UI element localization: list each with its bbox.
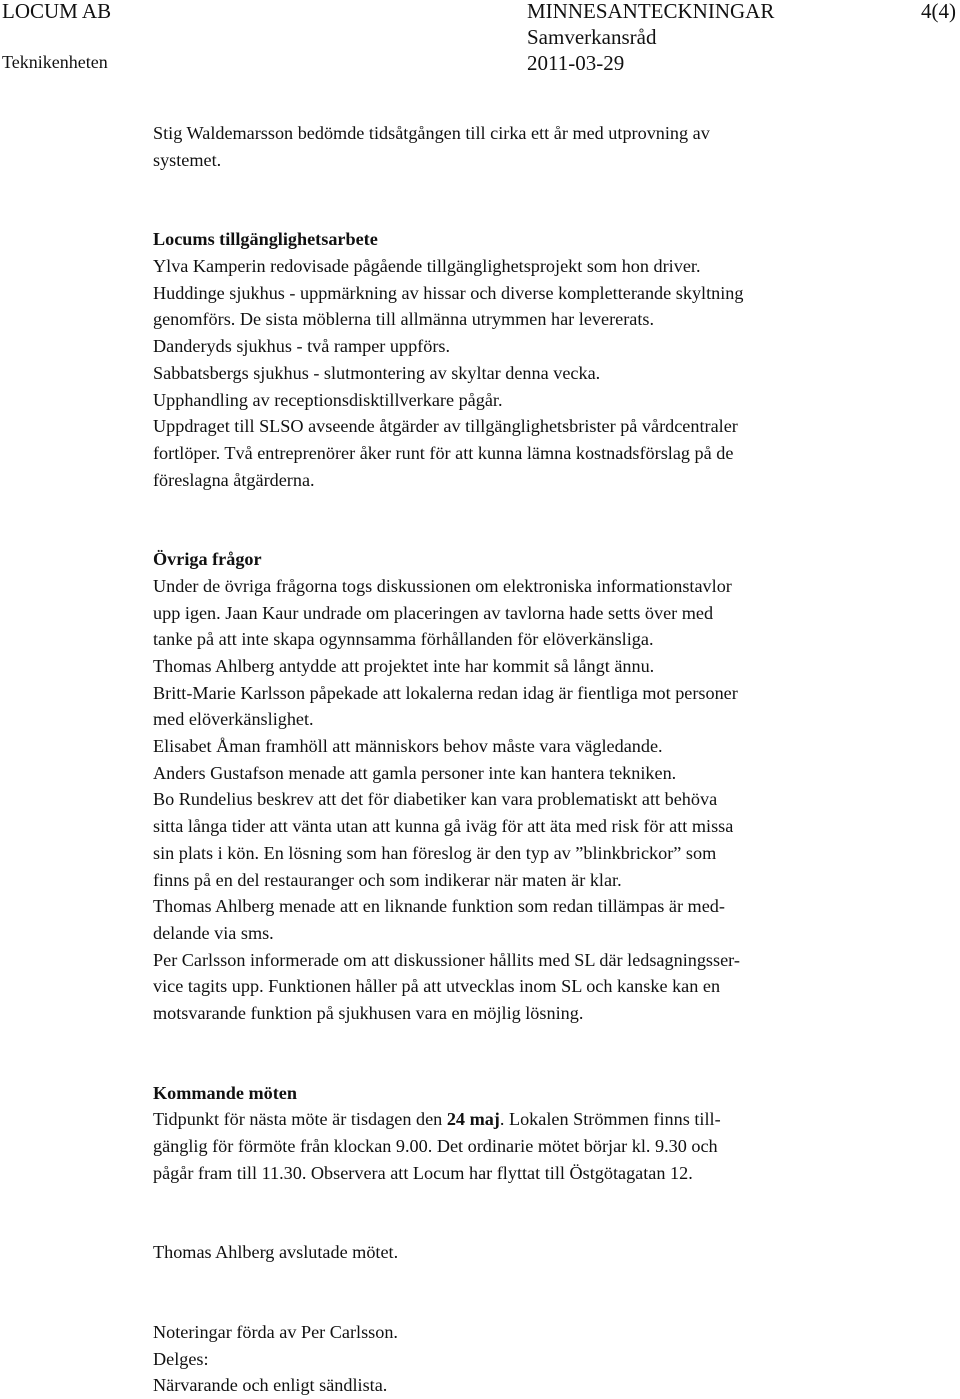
accessibility-section — [153, 226, 913, 493]
paragraph-line: med elöverkänslighet. — [153, 709, 314, 730]
paragraph-line: Sabbatsbergs sjukhus - slutmontering av skyltar denna vecka. — [153, 362, 601, 383]
paragraph-line: genomförs. De sista möblerna till allmänna utrymmen har levererats. — [153, 309, 655, 330]
paragraph-line: Britt-Marie Karlsson påpekade att lokalerna redan idag är fientliga mot personer — [153, 682, 738, 703]
intro-line: systemet. — [153, 149, 222, 170]
upcoming-meetings-section — [153, 1080, 913, 1187]
council-name: Samverkansråd — [527, 25, 657, 49]
paragraph-line: Per Carlsson informerade om att diskussioner hållits med SL där ledsagningsser- — [153, 949, 740, 970]
paragraph-line: sin plats i kön. En lösning som han föreslog är den typ av ”blinkbrickor” som — [153, 842, 717, 863]
document-footer — [153, 1319, 913, 1399]
paragraph-line: vice tagits upp. Funktionen håller på att utvecklas inom SL och kanske kan en — [153, 976, 721, 997]
paragraph-line — [153, 1106, 913, 1133]
paragraph-line: Thomas Ahlberg antydde att projektet inte har kommit så långt ännu. — [153, 656, 655, 676]
paragraph-line: gänglig för förmöte från klockan 9.00. Det ordinarie mötet börjar kl. 9.30 och — [153, 1136, 718, 1156]
paragraph-line: upp igen. Jaan Kaur undrade om placeringen av tavlorna hade setts över med — [153, 602, 714, 623]
accessibility-heading: Locums tillgänglighetsarbete — [153, 229, 378, 250]
organization-name: LOCUM AB — [2, 0, 112, 23]
paragraph-line: föreslagna åtgärderna. — [153, 469, 315, 490]
document-body — [153, 120, 913, 1399]
paragraph-line: Anders Gustafson menade att gamla personer inte kan hantera tekniken. — [153, 762, 677, 783]
department-name: Teknikenheten — [2, 52, 108, 72]
paragraph-line: Thomas Ahlberg menade att en liknande funktion som redan tillämpas är med- — [153, 896, 725, 917]
page-number: 4(4) — [921, 0, 956, 23]
distribution-label: Delges: — [153, 1348, 209, 1369]
paragraph-line: sitta långa tider att vänta utan att kunna gå iväg för att äta med risk för att missa — [153, 816, 734, 837]
distribution-list: Närvarande och enligt sändlista. — [153, 1375, 388, 1396]
paragraph-line: Elisabet Åman framhöll att människors behov måste vara vägledande. — [153, 736, 663, 757]
meeting-text: . Lokalen Strömmen finns till- — [499, 1109, 721, 1130]
paragraph-line: Uppdraget till SLSO avseende åtgärder av tillgänglighetsbrister på vårdcentraler — [153, 416, 738, 437]
notes-by: Noteringar förda av Per Carlsson. — [153, 1322, 398, 1343]
paragraph-line: fortlöper. Två entreprenörer åker runt för att kunna lämna kostnadsförslag på de — [153, 442, 734, 463]
paragraph-line: Danderyds sjukhus - två ramper uppförs. — [153, 336, 450, 357]
other-questions-heading: Övriga frågor — [153, 549, 262, 570]
paragraph-line: Ylva Kamperin redovisade pågående tillgänglighetsprojekt som hon driver. — [153, 256, 701, 277]
paragraph-line: delande via sms. — [153, 922, 274, 943]
intro-line: Stig Waldemarsson bedömde tidsåtgången till cirka ett år med utprovning av — [153, 123, 710, 143]
paragraph-line: Upphandling av receptionsdisktillverkare pågår. — [153, 389, 503, 410]
other-questions-section — [153, 546, 913, 1026]
paragraph-line: motsvarande funktion på sjukhusen vara en möjlig lösning. — [153, 1002, 584, 1023]
meeting-date: 24 maj — [446, 1109, 500, 1130]
closing-statement: Thomas Ahlberg avslutade mötet. — [153, 1242, 399, 1263]
document-type: MINNESANTECKNINGAR — [527, 0, 775, 23]
document-date: 2011-03-29 — [527, 51, 625, 75]
upcoming-meetings-heading: Kommande möten — [153, 1082, 297, 1103]
paragraph-line: Bo Rundelius beskrev att det för diabetiker kan vara problematiskt att behöva — [153, 789, 718, 810]
paragraph-line: Huddinge sjukhus - uppmärkning av hissar och diverse kompletterande skyltning — [153, 282, 744, 303]
meeting-text: Tidpunkt för nästa möte är tisdagen den — [153, 1109, 447, 1130]
intro-paragraph — [153, 120, 913, 173]
paragraph-line: pågår fram till 11.30. Observera att Locum har flyttat till Östgötagatan 12. — [153, 1162, 693, 1183]
paragraph-line: Under de övriga frågorna togs diskussionen om elektroniska informationstavlor — [153, 575, 732, 596]
paragraph-line: finns på en del restauranger och som indikerar när maten är klar. — [153, 869, 622, 890]
paragraph-line: tanke på att inte skapa ogynnsamma förhållanden för elöverkänsliga. — [153, 629, 654, 650]
